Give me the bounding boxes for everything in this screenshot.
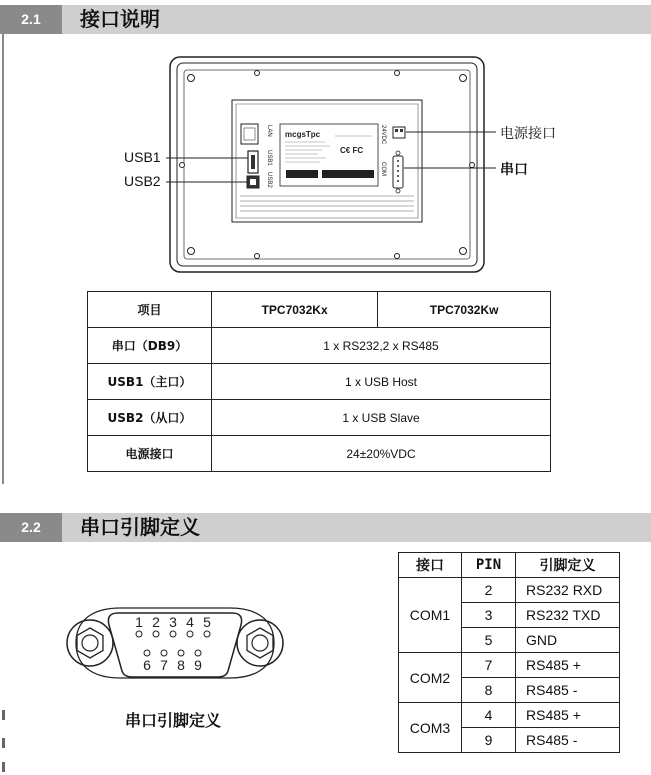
def-cell: RS485 + [516, 703, 620, 728]
dc-port-label: 24VDC [380, 125, 386, 145]
pin-number: 5 [203, 614, 211, 630]
header-item: 项目 [88, 292, 212, 328]
def-cell: RS485 - [516, 728, 620, 753]
table-row [88, 400, 551, 436]
pin-cell: 9 [462, 728, 516, 753]
pin-definition-table [398, 552, 620, 753]
usb1-port-label: USB1 [266, 150, 272, 166]
row-label: 串口（DB9） [88, 328, 212, 364]
section-title: 接口说明 [80, 7, 160, 31]
margin-mark [2, 762, 5, 772]
margin-mark [2, 738, 5, 748]
section-number: 2.1 [0, 5, 62, 34]
pin-cell: 2 [462, 578, 516, 603]
pin-number: 3 [169, 614, 177, 630]
pin-number: 8 [177, 657, 185, 673]
table-row [88, 364, 551, 400]
port-cell: COM2 [399, 653, 462, 703]
row-label: 电源接口 [88, 436, 212, 472]
def-cell: RS485 + [516, 653, 620, 678]
db9-caption: 串口引脚定义 [125, 711, 222, 730]
row-label: USB1（主口） [88, 364, 212, 400]
db9-connector-diagram [60, 595, 290, 695]
usb2-callout: USB2 [124, 173, 161, 189]
table-row [88, 436, 551, 472]
serial-callout: 串口 [500, 162, 528, 178]
ce-fc-mark: C€ FC [340, 146, 364, 155]
row-value: 1 x USB Host [212, 364, 551, 400]
port-cell: COM1 [399, 578, 462, 653]
def-cell: RS232 RXD [516, 578, 620, 603]
device-rear-illustration [0, 0, 651, 290]
usb2-port-label: USB2 [266, 172, 272, 188]
interface-spec-table [87, 291, 551, 472]
table-row [399, 653, 620, 678]
pin-number: 9 [194, 657, 202, 673]
row-value: 1 x RS232,2 x RS485 [212, 328, 551, 364]
table-header-row [399, 553, 620, 578]
header-port: 接口 [399, 553, 462, 578]
margin-mark [2, 710, 5, 720]
pin-number: 7 [160, 657, 168, 673]
power-callout: 电源接口 [500, 126, 556, 142]
pin-cell: 8 [462, 678, 516, 703]
pin-cell: 4 [462, 703, 516, 728]
section-title: 串口引脚定义 [80, 515, 200, 539]
row-value: 24±20%VDC [212, 436, 551, 472]
usb1-callout: USB1 [124, 149, 161, 165]
port-cell: COM3 [399, 703, 462, 753]
header-model-a: TPC7032Kx [212, 292, 378, 328]
pin-number: 2 [152, 614, 160, 630]
pin-number: 1 [135, 614, 143, 630]
header-def: 引脚定义 [516, 553, 620, 578]
table-header-row [88, 292, 551, 328]
section-number: 2.2 [0, 513, 62, 542]
def-cell: GND [516, 628, 620, 653]
pin-number: 6 [143, 657, 151, 673]
table-row [399, 578, 620, 603]
pin-cell: 3 [462, 603, 516, 628]
row-label: USB2（从口） [88, 400, 212, 436]
table-row [399, 703, 620, 728]
section-header-2-2 [0, 513, 651, 542]
com-port-label: COM [380, 162, 386, 176]
def-cell: RS232 TXD [516, 603, 620, 628]
header-model-b: TPC7032Kw [378, 292, 551, 328]
header-pin: PIN [462, 553, 516, 578]
pin-cell: 7 [462, 653, 516, 678]
brand-logo: mcgsTpc [285, 130, 321, 139]
table-row [88, 328, 551, 364]
pin-number: 4 [186, 614, 194, 630]
lan-port-label: LAN [266, 125, 272, 137]
row-value: 1 x USB Slave [212, 400, 551, 436]
def-cell: RS485 - [516, 678, 620, 703]
pin-cell: 5 [462, 628, 516, 653]
